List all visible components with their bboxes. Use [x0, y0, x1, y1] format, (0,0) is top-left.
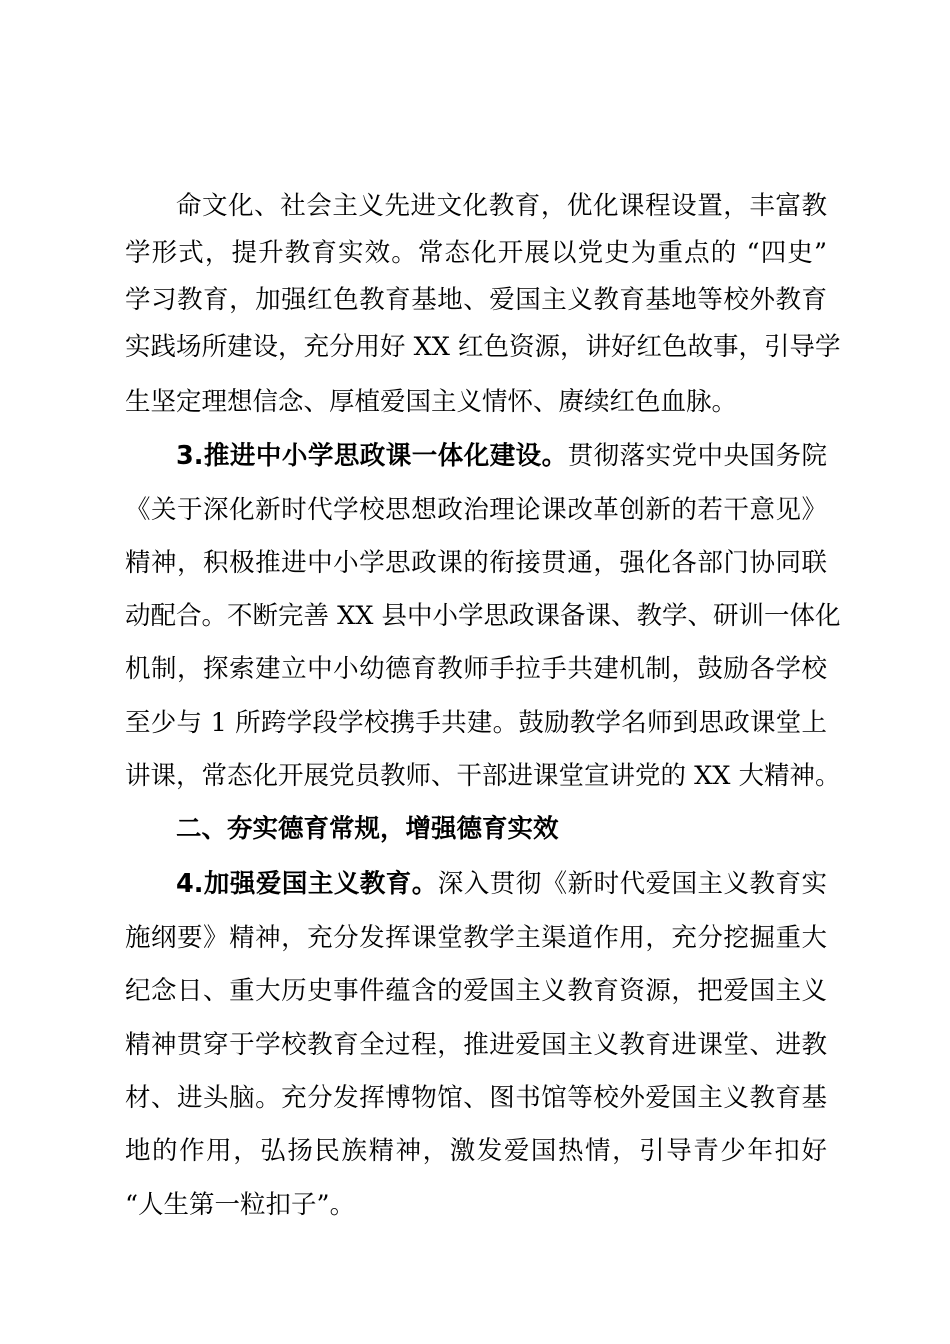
paragraph-line: 至少与 1 所跨学段学校携手共建。鼓励教学名师到思政课堂上: [125, 708, 827, 738]
paragraph-line: 动配合。不断完善 XX 县中小学思政课备课、教学、研训一体化: [125, 601, 841, 631]
paragraph-line: 命文化、社会主义先进文化教育，优化课程设置，丰富教: [176, 191, 827, 221]
paragraph-line: 地的作用，弘扬民族精神，激发爱国热情，引导青少年扣好: [125, 1136, 827, 1166]
paragraph-line: 纪念日、重大历史事件蕴含的爱国主义教育资源，把爱国主义: [125, 976, 827, 1006]
paragraph-line: 材、进头脑。充分发挥博物馆、图书馆等校外爱国主义教育基: [125, 1083, 827, 1113]
section-4-title: 4.加强爱国主义教育。: [176, 869, 438, 899]
paragraph-line: 精神，积极推进中小学思政课的衔接贯通，强化各部门协同联: [125, 548, 827, 578]
section-4-first-line: [176, 861, 827, 907]
paragraph-line: “人生第一粒扣子”。: [125, 1190, 356, 1220]
paragraph-line: 学形式，提升教育实效。常态化开展以党史为重点的 “四史”: [125, 238, 827, 268]
paragraph-line: 施纲要》精神，充分发挥课堂教学主渠道作用，充分挖掘重大: [125, 923, 827, 953]
paragraph-line: 生坚定理想信念、厚植爱国主义情怀、赓续红色血脉。: [125, 387, 738, 417]
section-3-first-line: [176, 433, 827, 479]
section-heading: 二、夯实德育常规，增强德育实效: [176, 814, 559, 844]
paragraph-line: 精神贯穿于学校教育全过程，推进爱国主义教育进课堂、进教: [125, 1030, 827, 1060]
paragraph-line: 机制，探索建立中小幼德育教师手拉手共建机制，鼓励各学校: [125, 654, 827, 684]
paragraph-line: 《关于深化新时代学校思想政治理论课改革创新的若干意见》: [125, 495, 827, 525]
paragraph-line: 讲课，常态化开展党员教师、干部进课堂宣讲党的 XX 大精神。: [125, 761, 841, 791]
paragraph-line: 学习教育，加强红色教育基地、爱国主义教育基地等校外教育: [125, 285, 827, 315]
section-4-first-line-text: 深入贯彻《新时代爱国主义教育实: [437, 869, 827, 899]
section-3-title: 3.推进中小学思政课一体化建设。: [176, 441, 568, 471]
section-3-first-line-text: 贯彻落实党中央国务院: [567, 441, 827, 471]
paragraph-line: 实践场所建设，充分用好 XX 红色资源，讲好红色故事，引导学: [125, 332, 841, 362]
